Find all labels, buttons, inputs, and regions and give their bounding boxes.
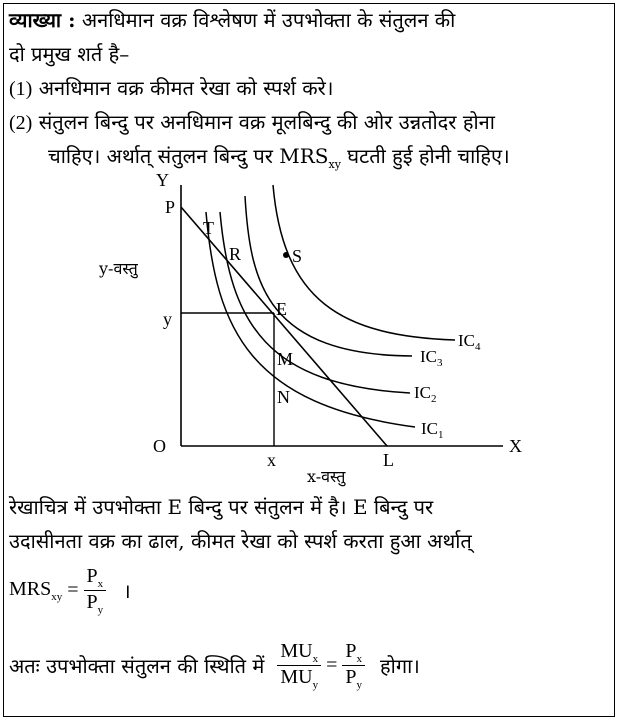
final-equals: = — [326, 654, 338, 676]
ic1-label: $IC_1$ — [421, 419, 444, 441]
heading: व्याख्या : — [9, 8, 76, 32]
y-axis-label: Y — [156, 170, 169, 190]
point-e-label: E — [276, 299, 287, 319]
x-axis-label: X — [509, 436, 522, 456]
conclusion-line-2: उदासीनता वक्र का ढाल, कीमत रेखा को स्पर्श करता हुआ अर्थात् — [9, 529, 472, 553]
condition-2-text-2b: घटती हुई होनी चाहिए। — [340, 144, 510, 168]
point-n-label: N — [277, 387, 290, 407]
point-s-dot — [283, 252, 289, 258]
intro-line-2: दो प्रमुख शर्त है– — [9, 42, 130, 66]
point-r-label: R — [229, 244, 242, 264]
mrs-equation — [9, 565, 131, 616]
price-line-end-label: L — [383, 450, 394, 470]
px2-numerator: $P_x$ — [342, 640, 365, 666]
final-equation-line — [9, 640, 420, 691]
condition-1-text: अनधिमान वक्र कीमत रेखा को स्पर्श करे। — [38, 76, 334, 100]
indifference-curve-diagram — [90, 168, 530, 488]
origin-label: O — [153, 436, 166, 456]
point-s-label: S — [292, 246, 303, 266]
mux-over-muy-fraction — [277, 640, 321, 691]
x-tick-label: x — [267, 450, 276, 470]
py2-denominator: $P_y$ — [345, 666, 363, 691]
ic3-label: $IC_3$ — [420, 347, 443, 369]
final-suffix: होगा। — [380, 654, 420, 678]
condition-2-text-2a: चाहिए। अर्थात् संतुलन बिन्दु पर MRS — [48, 144, 329, 168]
condition-2 — [9, 108, 495, 137]
condition-1 — [9, 74, 333, 103]
intro-text-1: अनधिमान वक्र विश्लेषण में उपभोक्ता के संतुलन की — [81, 8, 456, 32]
price-line-start-label: P — [165, 197, 176, 217]
intro-line-1 — [9, 6, 455, 34]
ic4-label: $IC_4$ — [458, 331, 481, 353]
px-numerator: $P_x$ — [84, 565, 107, 591]
condition-2-sub: xy — [328, 158, 341, 171]
danda: । — [123, 581, 131, 603]
py-denominator: $P_y$ — [86, 591, 104, 616]
muy-denominator: $MU_y$ — [280, 666, 319, 691]
condition-2-number: (2) — [9, 112, 33, 134]
final-prefix: अतः उपभोक्ता संतुलन की स्थिति में — [9, 654, 265, 678]
mrs-text: $MRS_{xy}$ — [9, 578, 63, 603]
px-over-py-fraction-2 — [342, 640, 365, 691]
px-over-py-fraction — [84, 565, 107, 616]
condition-1-number: (1) — [9, 78, 33, 100]
y-axis-caption: y-वस्तु — [99, 259, 138, 278]
point-m-label: M — [277, 349, 294, 369]
condition-2-text-1: संतुलन बिन्दु पर अनधिमान वक्र मूलबिन्दु की ओर उन्नतोदर होना — [38, 110, 495, 134]
ic2-label: $IC_2$ — [414, 383, 437, 405]
mrs-equals: = — [67, 579, 79, 601]
x-axis-caption: x-वस्तु — [307, 467, 346, 486]
point-t-label: T — [203, 218, 214, 238]
mux-numerator: $MU_x$ — [277, 640, 321, 666]
conclusion-line-1: रेखाचित्र में उपभोक्ता E बिन्दु पर संतुलन में है। E बिन्दु पर — [9, 495, 434, 519]
y-tick-label: y — [163, 309, 172, 329]
